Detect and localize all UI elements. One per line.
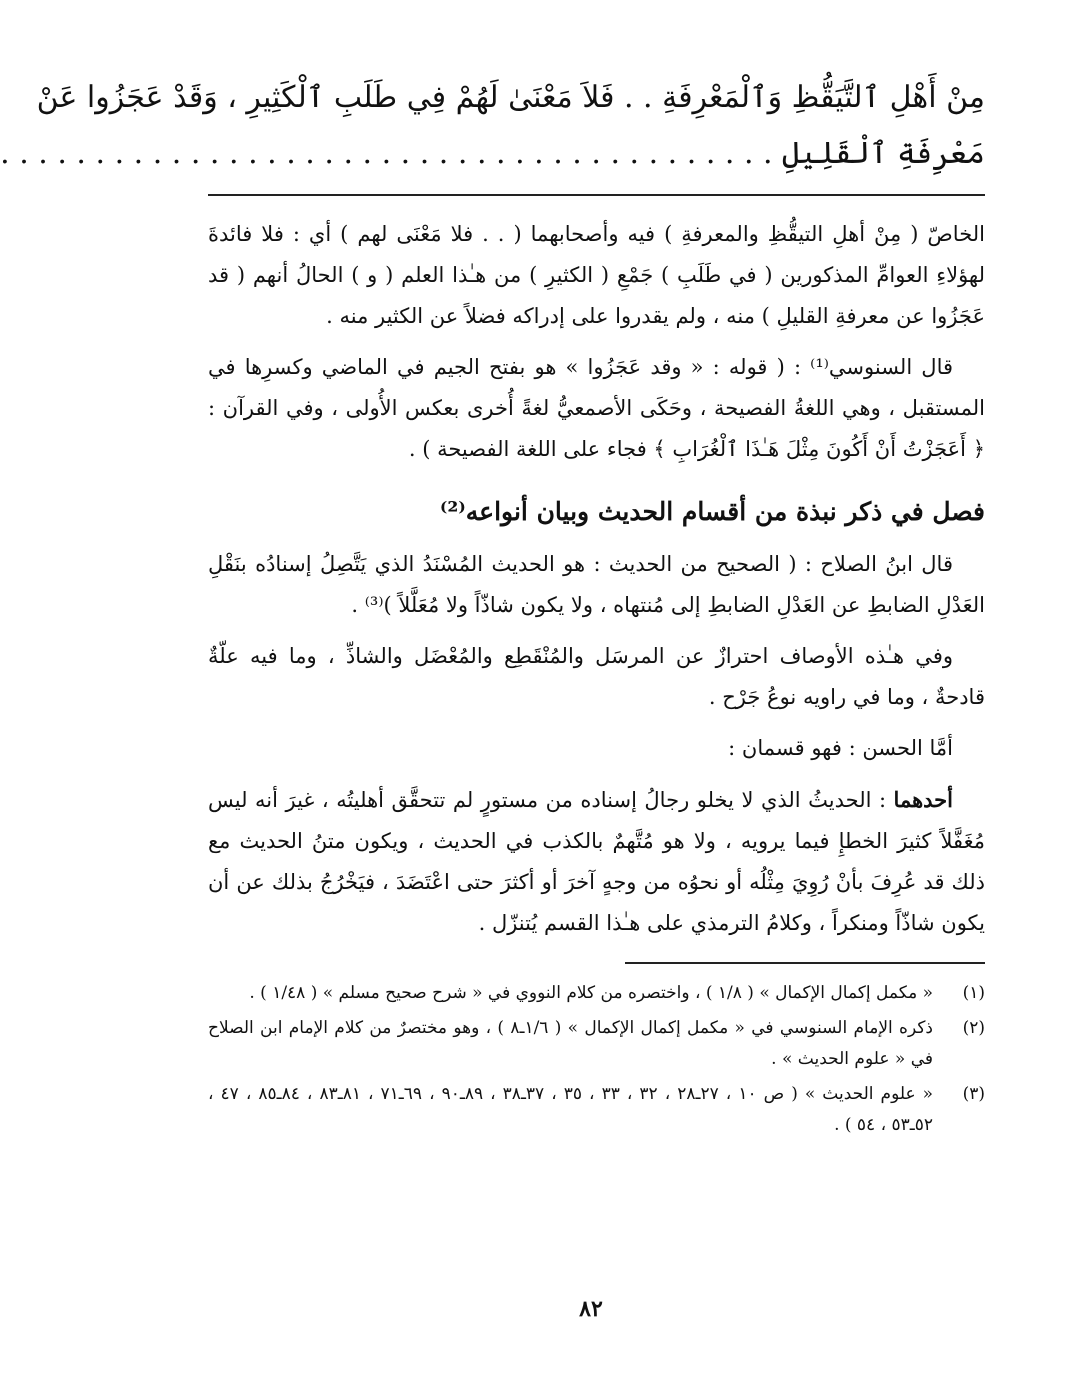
footnote-text: ذكره الإمام السنوسي في « مكمل إكمال الإكمال » ( ١/٦ـ٨ ) ، وهو مختصرٌ من كلام الإمام ابن الصلاح في « علوم الحديث » .: [208, 1018, 933, 1069]
page-number: ٨٢: [579, 1296, 603, 1322]
matn-text: [0, 70, 985, 182]
commentary-paragraph-6: [208, 779, 985, 944]
footnote-number: (١): [962, 983, 985, 1003]
footnote: [208, 1079, 985, 1141]
commentary-paragraph-5: أمَّا الحسن : فهو قسمان :: [728, 736, 953, 760]
section-heading: فصل في ذكر نبذة من أقسام الحديث وبيان أنواعه⁽²⁾: [439, 497, 985, 526]
matn-line-2: مَعْرِفَةِ ٱلْقَلِيلِ . . . . . . . . . . . . . . . . . . . . . . . . . . . . . . . . . . . . . . . . .: [0, 136, 985, 171]
footnote: [208, 978, 985, 1009]
paragraph-lead-word: أحدهما: [893, 787, 953, 812]
commentary-paragraph-2: قال السنوسي⁽¹⁾ : ( قوله : « وقد عَجَزُوا » هو بفتح الجيم في الماضي وكسرِها في المستقبل ، وهي اللغةُ الفصيحة ، وحَكَى الأصمعيُّ لغةً أُخرى بعكس الأُولى ، وفي القرآن : ﴿ أَعَجَزْتُ أَنْ أَكُونَ مِثْلَ هَـٰذَا ٱلْغُرَابِ ﴾ فجاء على اللغة الفصيحة ) .: [208, 355, 985, 461]
commentary-paragraph-3: قال ابنُ الصلاح : ( الصحيح من الحديث : هو الحديث المُسْنَدُ الذي يَتَّصِلُ إسنادُه بنَقْلِ العَدْلِ الضابطِ عن العَدْلِ الضابطِ إلى مُنتهاه ، ولا يكون شاذّاً ولا مُعَلَّلاً )⁽³⁾ .: [208, 552, 985, 617]
footnote-number: (٢): [962, 1018, 985, 1038]
matn-line-1: مِنْ أَهْلِ ٱلتَّيَقُّظِ وَٱلْمَعْرِفَةِ . . فَلاَ مَعْنَىٰ لَهُمْ فِي طَلَبِ ٱلْكَثِيرِ ، وَقَدْ عَجَزُوا عَنْ: [36, 80, 985, 115]
footnote-text: « علوم الحديث » ( ص ١٠ ، ٢٧ـ٢٨ ، ٣٢ ، ٣٣ ، ٣٥ ، ٣٧ـ٣٨ ، ٨٩ـ٩٠ ، ٦٩ـ٧١ ، ٨١ـ٨٣ ، ٨٤ـ٨٥ ، ٤٧ ، ٥٢ـ٥٣ ، ٥٤ ) .: [208, 1084, 934, 1135]
matn-separator: [208, 194, 985, 196]
book-page: [0, 70, 985, 1145]
paragraph-6-body: : الحديثُ الذي لا يخلو رجالُ إسناده من مستورٍ لم تتحقَّق أهليتُه ، غيرَ أنه ليس مُغَفَّلاً كثيرَ الخطإِ فيما يرويه ، ولا هو مُتَّهمٌ بالكذب في الحديث ، ويكون متنُ الحديث مع ذلك قد عُرِفَ بأنْ رُوِيَ مِثْلُه أو نحوُه من وجهٍ آخرَ أو أكثرَ حتى اعْتَضَدَ ، فيَخْرُجُ بذلك عن أن يكون شاذّاً ومنكراً ، وكلامُ الترمذي على هـٰذا القسم يُتنزّل .: [208, 788, 985, 935]
commentary-paragraph-1: الخاصّ ( مِنْ أهلِ التيقُّظِ والمعرفةِ ) فيه وأصحابهما ( . . فلا مَعْنَى لهم ) أي : فلا فائدةَ لهؤلاءِ العوامِّ المذكورين ( في طَلَبِ ) جَمْعِ ( الكثيرِ ) من هـٰذا العلم ( و ) الحالُ أنهم ( قد عَجَزُوا عن معرفةِ القليلِ ) منه ، ولم يقدروا على إدراكه فضلاً عن الكثير منه .: [208, 222, 985, 328]
footnote-separator: [625, 962, 985, 964]
footnote-text: « مكمل إكمال الإكمال » ( ١/٨ ) ، واختصره من كلام النووي في « شرح صحيح مسلم » ( ١/٤٨ ) .: [249, 983, 933, 1003]
commentary-paragraph-4: وفي هـٰذه الأوصاف احترازٌ عن المرسَل والمُنْقَطِع والمُعْضَل والشاذِّ ، وما فيه علّةٌ قادحةٌ ، وما في راويه نوعُ جَرْح .: [208, 644, 985, 709]
footnote-number: (٣): [962, 1084, 985, 1104]
footnote: [208, 1013, 985, 1075]
